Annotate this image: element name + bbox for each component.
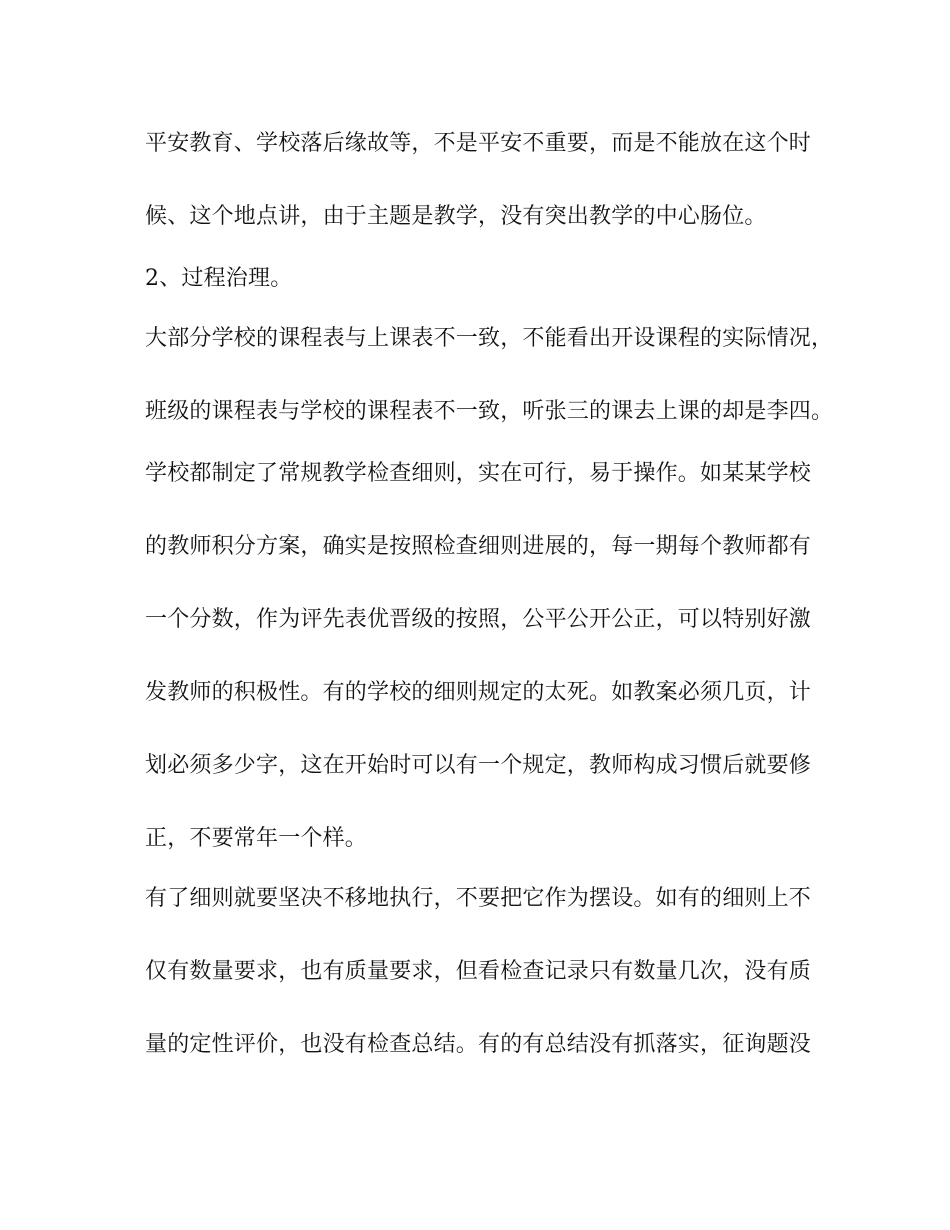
text-line: 的教师积分方案，确实是按照检查细则进展的，每一期每个教师都有 — [145, 534, 812, 559]
text-line: 仅有数量要求，也有质量要求，但看检查记录只有数量几次，没有质 — [145, 959, 812, 984]
text-line: 候、这个地点讲，由于主题是教学，没有突出教学的中心肠位。 — [145, 204, 767, 229]
text-line: 平安教育、学校落后缘故等，不是平安不重要，而是不能放在这个时 — [145, 131, 812, 156]
text-line: 正，不要常年一个样。 — [145, 826, 368, 851]
section-heading: 2、过程治理。 — [145, 266, 293, 291]
text-line: 有了细则就要坚决不移地执行，不要把它作为摆设。如有的细则上不 — [145, 886, 812, 911]
text-line: 一个分数，作为评先表优晋级的按照，公平公开公正，可以特别好激 — [145, 607, 812, 632]
text-line: 量的定性评价，也没有检查总结。有的有总结没有抓落实，征询题没 — [145, 1032, 812, 1057]
text-line: 发教师的积极性。有的学校的细则规定的太死。如教案必须几页，计 — [145, 680, 812, 705]
text-line: 大部分学校的课程表与上课表不一致，不能看出开设课程的实际情况， — [145, 326, 834, 351]
text-line: 划必须多少字，这在开始时可以有一个规定，教师构成习惯后就要修 — [145, 753, 812, 778]
text-line: 学校都制定了常规教学检查细则，实在可行，易于操作。如某某学校 — [145, 461, 812, 486]
text-line: 班级的课程表与学校的课程表不一致，听张三的课去上课的却是李四。 — [145, 399, 834, 424]
